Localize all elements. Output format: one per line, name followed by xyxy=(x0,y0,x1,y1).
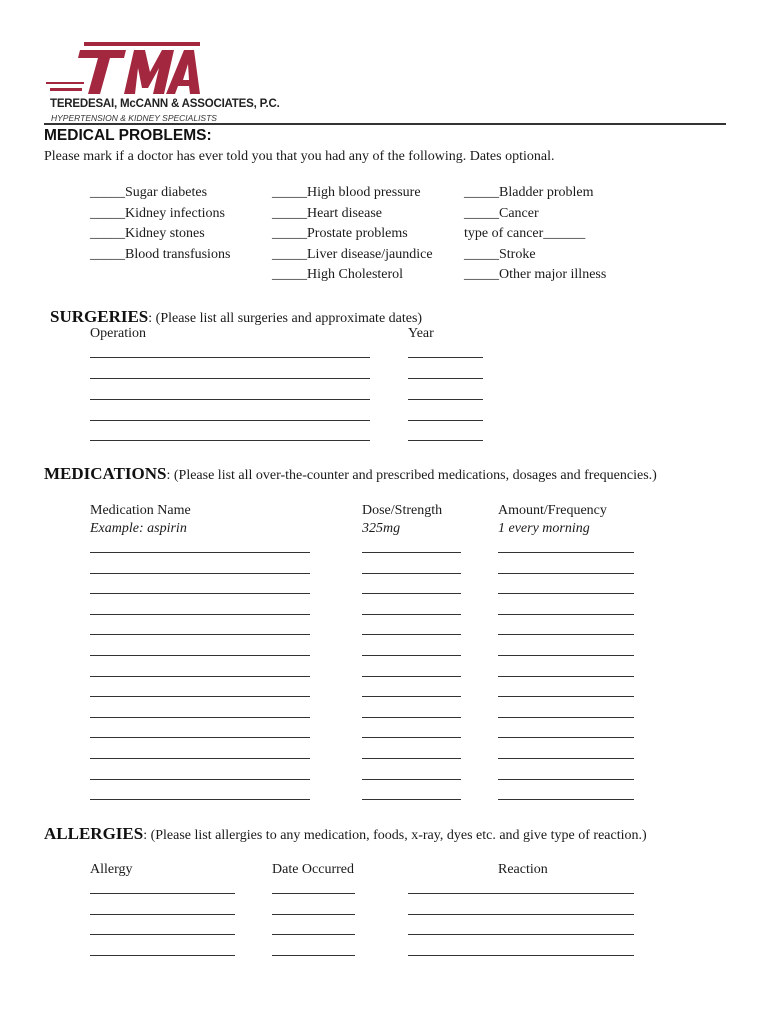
medication-dose-line[interactable] xyxy=(362,799,461,800)
condition-item[interactable]: _____Kidney stones xyxy=(90,226,205,241)
operation-line[interactable] xyxy=(90,357,370,358)
allergies-instruction: : (Please list allergies to any medication, foods, x-ray, dyes etc. and give type of reaction.) xyxy=(143,828,647,843)
allergy-reaction-line[interactable] xyxy=(408,914,634,915)
year-line[interactable] xyxy=(408,420,483,421)
medication-name-header: Medication Name xyxy=(90,503,191,518)
medication-frequency-line[interactable] xyxy=(498,655,634,656)
example-frequency: 1 every morning xyxy=(498,521,590,536)
medical-problems-col3 xyxy=(464,183,606,286)
condition-item[interactable]: _____Sugar diabetes xyxy=(90,185,208,200)
condition-item[interactable]: _____Other major illness xyxy=(464,267,607,282)
medication-name-line[interactable] xyxy=(90,634,310,635)
surgeries-heading xyxy=(50,307,422,327)
medication-name-line[interactable] xyxy=(90,593,310,594)
medication-dose-line[interactable] xyxy=(362,593,461,594)
medication-frequency-line[interactable] xyxy=(498,676,634,677)
allergies-title: ALLERGIES xyxy=(44,824,144,843)
condition-item[interactable]: _____High Cholesterol xyxy=(272,267,404,282)
allergy-date-line[interactable] xyxy=(272,893,355,894)
year-line[interactable] xyxy=(408,440,483,441)
condition-item[interactable]: _____Kidney infections xyxy=(90,205,225,221)
medication-name-line[interactable] xyxy=(90,552,310,553)
medication-name-line[interactable] xyxy=(90,696,310,697)
medication-frequency-line[interactable] xyxy=(498,799,634,800)
medication-name-line[interactable] xyxy=(90,717,310,718)
tma-logo xyxy=(44,38,204,96)
medication-frequency-line[interactable] xyxy=(498,573,634,574)
medication-dose-line[interactable] xyxy=(362,552,461,553)
medication-name-line[interactable] xyxy=(90,573,310,574)
medication-name-line[interactable] xyxy=(90,676,310,677)
company-name: TEREDESAI, McCANN & ASSOCIATES, P.C. xyxy=(50,98,280,110)
header-divider xyxy=(44,123,726,125)
medications-instruction: : (Please list all over-the-counter and prescribed medications, dosages and frequencies.) xyxy=(166,468,657,483)
condition-item[interactable]: _____Heart disease xyxy=(272,205,383,221)
medication-frequency-line[interactable] xyxy=(498,717,634,718)
allergy-allergy-line[interactable] xyxy=(90,955,235,956)
tagline: HYPERTENSION & KIDNEY SPECIALISTS xyxy=(51,113,217,123)
medication-frequency-line[interactable] xyxy=(498,552,634,553)
medication-name-line[interactable] xyxy=(90,799,310,800)
medication-dose-line[interactable] xyxy=(362,573,461,574)
example-dose: 325mg xyxy=(362,521,401,536)
allergy-allergy-line[interactable] xyxy=(90,893,235,894)
medications-heading xyxy=(44,464,657,484)
dose-strength-header: Dose/Strength xyxy=(362,503,443,518)
allergy-reaction-line[interactable] xyxy=(408,955,634,956)
allergy-allergy-line[interactable] xyxy=(90,934,235,935)
medication-frequency-line[interactable] xyxy=(498,593,634,594)
year-line[interactable] xyxy=(408,378,483,379)
medication-frequency-line[interactable] xyxy=(498,614,634,615)
condition-item[interactable]: _____High blood pressure xyxy=(272,185,421,200)
medication-frequency-line[interactable] xyxy=(498,737,634,738)
amount-frequency-header: Amount/Frequency xyxy=(498,503,607,518)
condition-item[interactable]: _____Bladder problem xyxy=(464,185,594,200)
operation-line[interactable] xyxy=(90,378,370,379)
operation-line[interactable] xyxy=(90,420,370,421)
allergy-date-line[interactable] xyxy=(272,914,355,915)
medical-problems-col2 xyxy=(272,183,433,286)
condition-item[interactable]: _____Liver disease/jaundice xyxy=(272,246,433,262)
condition-item[interactable]: _____Blood transfusions xyxy=(90,246,231,262)
allergies-heading xyxy=(44,824,647,844)
allergy-date-line[interactable] xyxy=(272,955,355,956)
medical-problems-col1 xyxy=(90,183,230,265)
medication-frequency-line[interactable] xyxy=(498,758,634,759)
medication-name-line[interactable] xyxy=(90,758,310,759)
medical-problems-title: MEDICAL PROBLEMS: xyxy=(44,127,212,144)
medication-frequency-line[interactable] xyxy=(498,779,634,780)
condition-item[interactable]: _____Stroke xyxy=(464,246,536,262)
year-line[interactable] xyxy=(408,357,483,358)
medication-dose-line[interactable] xyxy=(362,717,461,718)
medication-dose-line[interactable] xyxy=(362,655,461,656)
example-medication: Example: aspirin xyxy=(90,521,187,536)
condition-item[interactable]: _____Cancer xyxy=(464,205,539,221)
medications-title: MEDICATIONS xyxy=(44,464,167,483)
medical-problems-instruction: Please mark if a doctor has ever told you that you had any of the following. Dates optional. xyxy=(44,149,555,164)
surgeries-title: SURGERIES xyxy=(50,307,149,326)
operation-line[interactable] xyxy=(90,399,370,400)
allergy-allergy-line[interactable] xyxy=(90,914,235,915)
operation-line[interactable] xyxy=(90,440,370,441)
allergy-column-header: Allergy xyxy=(90,862,133,877)
surgeries-instruction: : (Please list all surgeries and approximate dates) xyxy=(148,311,423,326)
year-column-header: Year xyxy=(408,326,434,341)
date-occurred-header: Date Occurred xyxy=(272,862,355,877)
medication-name-line[interactable] xyxy=(90,655,310,656)
medication-dose-line[interactable] xyxy=(362,634,461,635)
condition-item[interactable]: _____Prostate problems xyxy=(272,226,408,241)
medication-frequency-line[interactable] xyxy=(498,634,634,635)
allergy-date-line[interactable] xyxy=(272,934,355,935)
allergy-reaction-line[interactable] xyxy=(408,934,634,935)
medication-dose-line[interactable] xyxy=(362,614,461,615)
medication-name-line[interactable] xyxy=(90,779,310,780)
medication-dose-line[interactable] xyxy=(362,758,461,759)
condition-item[interactable]: type of cancer______ xyxy=(464,226,586,241)
allergy-reaction-line[interactable] xyxy=(408,893,634,894)
medication-dose-line[interactable] xyxy=(362,676,461,677)
operation-column-header: Operation xyxy=(90,326,146,341)
reaction-header: Reaction xyxy=(498,862,548,877)
medication-frequency-line[interactable] xyxy=(498,696,634,697)
medication-dose-line[interactable] xyxy=(362,696,461,697)
medication-dose-line[interactable] xyxy=(362,737,461,738)
medication-name-line[interactable] xyxy=(90,614,310,615)
medication-name-line[interactable] xyxy=(90,737,310,738)
medication-dose-line[interactable] xyxy=(362,779,461,780)
year-line[interactable] xyxy=(408,399,483,400)
